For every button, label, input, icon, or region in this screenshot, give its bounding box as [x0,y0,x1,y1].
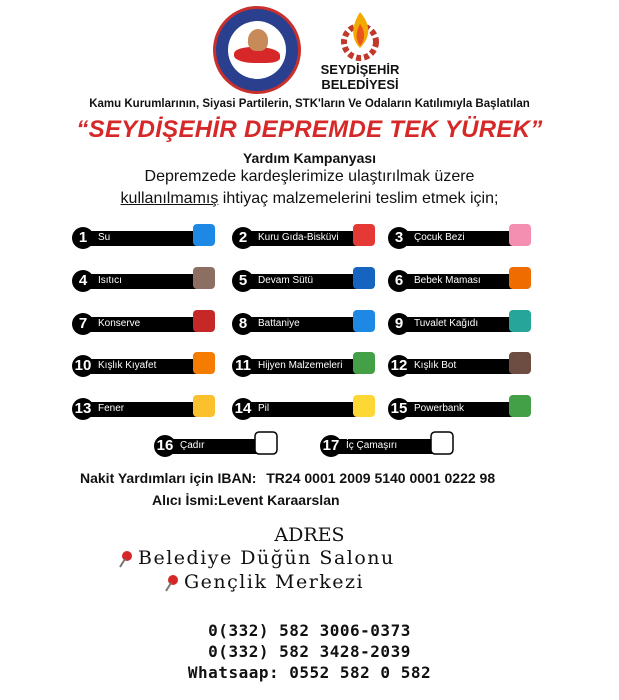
needs-item-number: 11 [232,355,254,377]
needs-item-label: Fener [98,403,125,414]
needs-item [232,355,392,377]
phone-1: 0(332) 582 3006-0373 [208,621,411,640]
campaign-subtitle: Yardım Kampanyası [242,150,377,166]
needs-item-label: Powerbank [414,403,465,414]
needs-item [72,313,232,335]
municipality-name-line2: BELEDİYESİ [321,77,399,92]
iban-line [80,470,495,486]
pushpin-icon [164,574,180,592]
needs-item-label: Pil [258,403,270,414]
needs-item [232,270,392,292]
undershirt-icon [426,427,458,459]
needs-item-label: İç Çamaşırı [346,440,398,451]
address-place-1 [118,547,395,569]
recipient-label: Alıcı İsmi: [152,492,219,508]
needs-item-bar [164,439,264,454]
dry-food-icon [348,219,380,251]
address-place-2 [164,571,364,593]
toilet-paper-icon [504,305,536,337]
needs-item-label: Çocuk Bezi [414,232,465,243]
recipient-line [152,492,340,508]
needs-item-number: 8 [232,313,254,335]
needs-item-number: 7 [72,313,94,335]
heater-icon [188,262,220,294]
needs-item [388,313,548,335]
municipality-name-line1: SEYDİŞEHİR [320,62,400,77]
description-rest: ihtiyaç malzemelerini teslim etmek için; [218,190,499,207]
needs-item-label: Devam Sütü [258,275,314,286]
needs-item [232,227,392,249]
needs-item-number: 12 [388,355,410,377]
milk-icon [348,262,380,294]
blanket-icon [348,305,380,337]
needs-item-number: 15 [388,398,410,420]
needs-item [388,270,548,292]
needs-item [388,355,548,377]
boots-icon [504,347,536,379]
tent-icon [250,427,282,459]
needs-item-label: Bebek Maması [414,275,481,286]
needs-item-label: Su [98,232,111,243]
needs-item-label: Kuru Gıda-Bisküvi [258,232,339,243]
whatsapp-number: Whatsaap: 0552 582 0 582 [187,663,432,682]
needs-item [320,435,470,457]
iban-label: Nakit Yardımları için IBAN: [80,470,257,486]
needs-item-number: 9 [388,313,410,335]
needs-item [72,227,232,249]
battery-icon [348,390,380,422]
needs-item-number: 5 [232,270,254,292]
needs-item-number: 16 [154,435,176,457]
phone-2: 0(332) 582 3428-2039 [208,642,411,661]
needs-item-number: 6 [388,270,410,292]
municipality-flame-gear-icon [320,6,400,66]
diaper-icon [504,219,536,251]
needs-item [72,398,232,420]
needs-item-label: Konserve [98,318,141,329]
address-place-2-text: Gençlik Merkezi [184,571,365,593]
needs-item-label: Çadır [180,440,205,451]
baby-food-bowl-icon [504,262,536,294]
municipality-name [318,62,402,92]
water-glass-icon [188,219,220,251]
flashlight-icon [188,390,220,422]
needs-item-label: Isıtıcı [98,275,122,286]
needs-item-number: 4 [72,270,94,292]
needs-item [388,227,548,249]
subtitle: Kamu Kurumlarının, Siyasi Partilerin, STK'ların Ve Odaların Katılımıyla Başlatılan [89,98,530,110]
description-line2 [0,190,619,208]
kaymakamlik-seal-icon [213,6,301,94]
winter-coat-icon [188,347,220,379]
description-underlined: kullanılmamış [120,190,219,207]
address-place-1-text: Belediye Düğün Salonu [138,547,395,569]
needs-item-number: 10 [72,355,94,377]
canned-food-icon [188,305,220,337]
iban-value: TR24 0001 2009 5140 0001 0222 98 [266,470,496,486]
needs-item-number: 1 [72,227,94,249]
needs-item [232,313,392,335]
needs-item-number: 17 [320,435,342,457]
needs-item [72,355,232,377]
needs-item-number: 2 [232,227,254,249]
needs-item-label: Battaniye [258,318,300,329]
needs-item-number: 14 [232,398,254,420]
needs-item [388,398,548,420]
pushpin-icon [118,550,134,568]
needs-item-label: Kışlık Kıyafet [98,360,157,371]
address-heading: ADRES [274,524,345,546]
recipient-value: Levent Karaarslan [218,492,340,508]
campaign-title: “SEYDİŞEHİR DEPREMDE TEK YÜREK” [76,116,543,143]
needs-item-label: Kışlık Bot [414,360,457,371]
needs-item [154,435,294,457]
description-line1: Depremzede kardeşlerimize ulaştırılmak üzere [144,168,475,185]
needs-item [232,398,392,420]
needs-item [72,270,232,292]
needs-item-label: Tuvalet Kağıdı [414,318,479,329]
needs-item-number: 13 [72,398,94,420]
hygiene-icon [348,347,380,379]
needs-item-label: Hijyen Malzemeleri [258,360,343,371]
needs-item-number: 3 [388,227,410,249]
powerbank-icon [504,390,536,422]
